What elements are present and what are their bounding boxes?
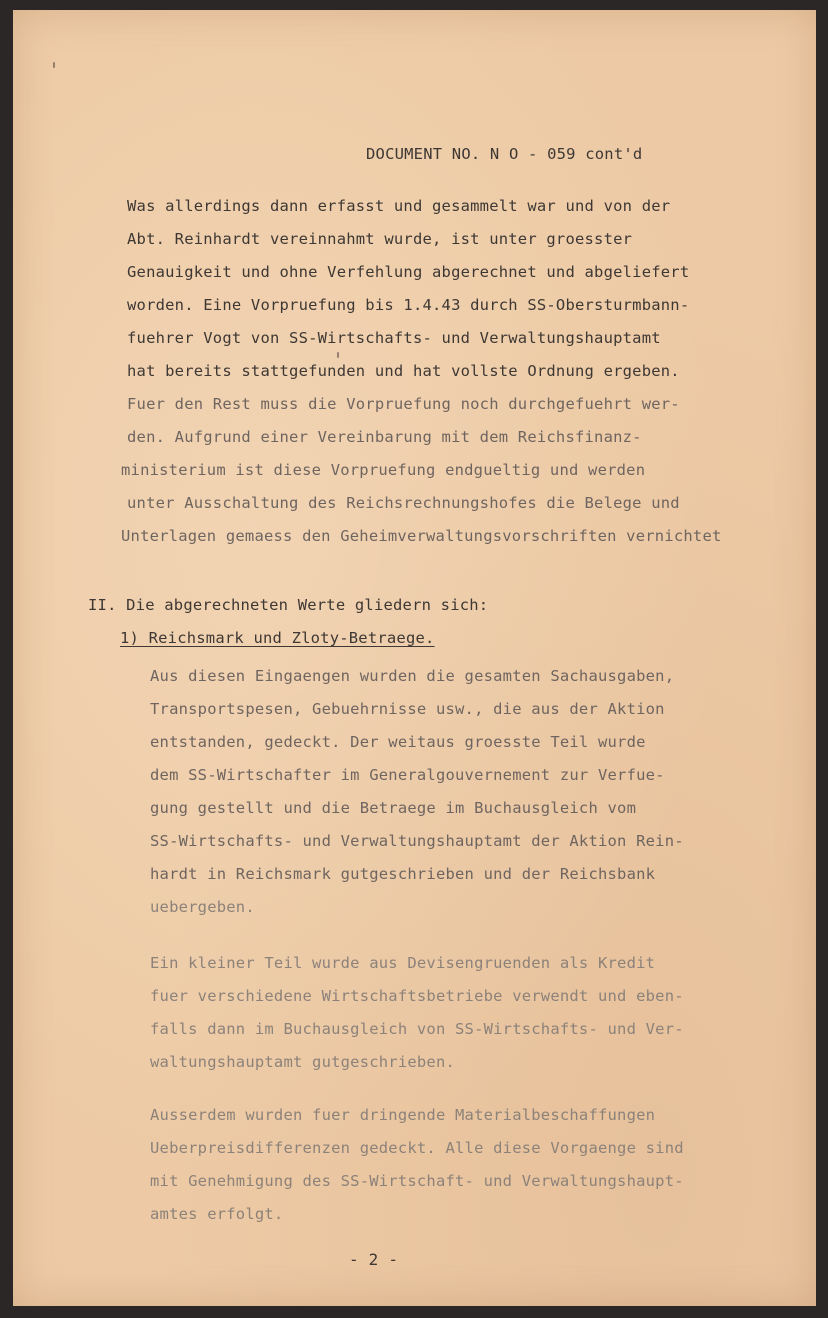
text-line: Ausserdem wurden fuer dringende Materialbeschaffungen (150, 1106, 656, 1124)
text-line: Genauigkeit und ohne Verfehlung abgerechnet und abgeliefert (127, 263, 690, 281)
item-title: 1) Reichsmark und Zloty-Betraege. (120, 629, 435, 647)
text-line: uebergeben. (150, 898, 255, 916)
text-line: Ueberpreisdifferenzen gedeckt. Alle diese Vorgaenge sind (150, 1139, 684, 1157)
text-line: entstanden, gedeckt. Der weitaus groesste Teil wurde (150, 733, 646, 751)
text-line: unter Ausschaltung des Reichsrechnungshofes die Belege und (127, 494, 680, 512)
text-line: den. Aufgrund einer Vereinbarung mit dem Reichsfinanz- (127, 428, 642, 446)
text-line: Fuer den Rest muss die Vorpruefung noch durchgefuehrt wer- (127, 395, 680, 413)
document-reference: DOCUMENT NO. N O - 059 cont'd (366, 145, 643, 163)
text-line: Unterlagen gemaess den Geheimverwaltungsvorschriften vernichtet (121, 527, 722, 545)
text-line: Aus diesen Eingaengen wurden die gesamten Sachausgaben, (150, 667, 675, 685)
section-heading: II. Die abgerechneten Werte gliedern sich: (88, 596, 489, 614)
text-line: fuehrer Vogt von SS-Wirtschafts- und Verwaltungshauptamt (127, 329, 661, 347)
text-line: hardt in Reichsmark gutgeschrieben und der Reichsbank (150, 865, 656, 883)
text-line: Was allerdings dann erfasst und gesammelt war und von der (127, 197, 671, 215)
paper-mark (53, 62, 55, 68)
text-line: dem SS-Wirtschafter im Generalgouvernement zur Verfue- (150, 766, 665, 784)
text-line: Transportspesen, Gebuehrnisse usw., die aus der Aktion (150, 700, 665, 718)
text-line: Ein kleiner Teil wurde aus Devisengruenden als Kredit (150, 954, 656, 972)
text-line: ministerium ist diese Vorpruefung endgueltig und werden (121, 461, 646, 479)
text-line: amtes erfolgt. (150, 1205, 284, 1223)
text-line: SS-Wirtschafts- und Verwaltungshauptamt der Aktion Rein- (150, 832, 684, 850)
text-line: gung gestellt und die Betraege im Buchausgleich vom (150, 799, 637, 817)
text-line: Abt. Reinhardt vereinnahmt wurde, ist unter groesster (127, 230, 633, 248)
paper-mark (337, 352, 339, 358)
text-line: falls dann im Buchausgleich von SS-Wirtschafts- und Ver- (150, 1020, 684, 1038)
text-line: waltungshauptamt gutgeschrieben. (150, 1053, 456, 1071)
document-page (13, 10, 816, 1306)
page-number: - 2 - (349, 1250, 399, 1269)
text-line: worden. Eine Vorpruefung bis 1.4.43 durch SS-Obersturmbann- (127, 296, 690, 314)
text-line: mit Genehmigung des SS-Wirtschaft- und Verwaltungshaupt- (150, 1172, 684, 1190)
text-line: fuer verschiedene Wirtschaftsbetriebe verwendt und eben- (150, 987, 684, 1005)
text-line: hat bereits stattgefunden und hat vollste Ordnung ergeben. (127, 362, 680, 380)
